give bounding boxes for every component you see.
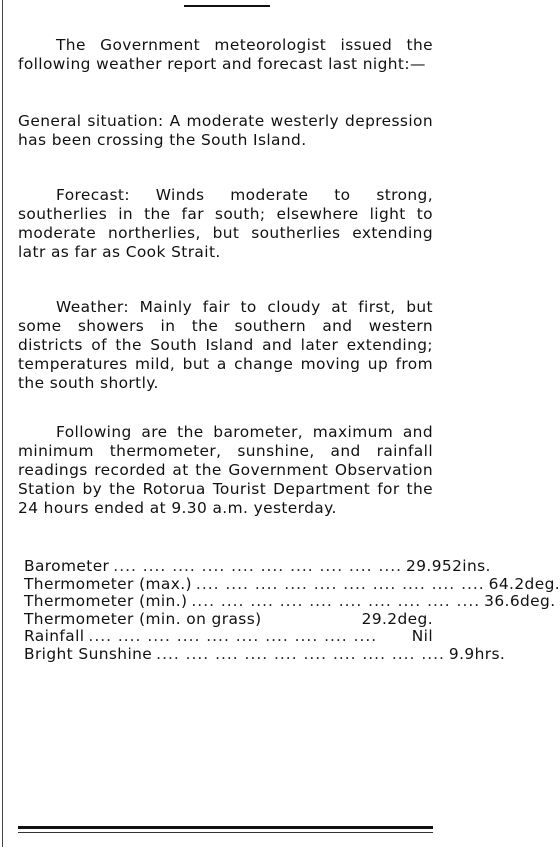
intro-paragraph: The Government meteorologist issued the following weather report and forecast last night:— bbox=[18, 36, 433, 73]
reading-label: Thermometer (min. on grass) bbox=[24, 609, 262, 628]
reading-label: Thermometer (max.) bbox=[24, 574, 192, 593]
readings-intro-paragraph: Following are the barometer, maximum and minimum thermometer, sunshine, and rainfall readings recorded at the Government Observation Station by the Rotorua Tourist Department for the 24 hours ended at 9.30 a.m. yesterday. bbox=[18, 423, 433, 517]
weather-paragraph: Weather: Mainly fair to cloudy at first, but some showers in the southern and western districts of the South Island and later extending; temperatures mild, but a change moving up from the south shortly. bbox=[18, 298, 433, 392]
reading-label: Rainfall bbox=[24, 627, 85, 645]
reading-value: 64.2deg. bbox=[488, 574, 560, 593]
reading-value: 29.2deg. bbox=[361, 609, 433, 628]
reading-row-thermometer-grass bbox=[24, 611, 433, 629]
reading-label: Barometer bbox=[24, 557, 110, 575]
reading-row-thermometer-max bbox=[24, 574, 560, 594]
weather-report-article bbox=[18, 36, 560, 663]
leader-dots: .... .... .... .... .... .... .... .... .... .... bbox=[88, 627, 378, 645]
reading-row-barometer bbox=[24, 557, 491, 576]
bottom-divider-rule-thin bbox=[18, 832, 433, 833]
forecast-paragraph: Forecast: Winds moderate to strong, southerlies in the far south; elsewhere light to moderate northerlies, but southerlies extending latr as far as Cook Strait. bbox=[18, 186, 433, 261]
reading-row-sunshine bbox=[24, 644, 506, 664]
leader-dots: .... .... .... .... .... .... .... .... .... .... bbox=[113, 557, 403, 575]
reading-label: Bright Sunshine bbox=[24, 644, 153, 663]
leader-dots: .... .... .... .... .... .... .... .... .... .... bbox=[195, 574, 485, 593]
top-divider-rule bbox=[184, 5, 270, 7]
reading-value: 29.952ins. bbox=[406, 557, 491, 575]
reading-label: Thermometer (min.) bbox=[24, 592, 188, 610]
leader-dots bbox=[266, 611, 358, 629]
left-column-rule bbox=[2, 0, 3, 847]
reading-value: 9.9hrs. bbox=[448, 644, 506, 663]
reading-row-thermometer-min bbox=[24, 592, 556, 611]
reading-value: 36.6deg. bbox=[484, 592, 556, 610]
readings-list bbox=[18, 557, 560, 663]
leader-dots: .... .... .... .... .... .... .... .... .... .... bbox=[191, 592, 481, 610]
reading-row-rainfall bbox=[24, 628, 433, 646]
reading-value: Nil bbox=[411, 627, 433, 645]
general-situation-paragraph: General situation: A moderate westerly depression has been crossing the South Island. bbox=[18, 112, 433, 149]
leader-dots: .... .... .... .... .... .... .... .... .... .... bbox=[156, 644, 445, 663]
bottom-divider-rule bbox=[18, 826, 433, 829]
